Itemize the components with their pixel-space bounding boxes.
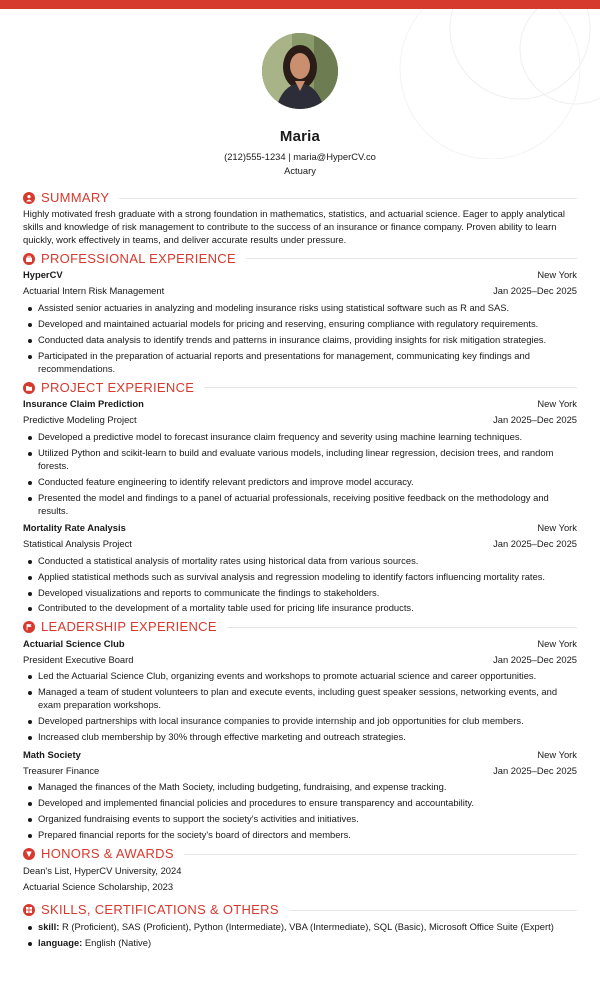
- bullet-item: Managed a team of student volunteers to plan and execute events, including guest speaker sessions, networking events, and exam preparation workshops.: [23, 686, 577, 712]
- entry-location: New York: [537, 398, 577, 410]
- entry-org: HyperCV: [23, 269, 63, 281]
- bullet-item: Developed visualizations and reports to communicate the findings to stakeholders.: [23, 587, 577, 600]
- bullet-item: Organized fundraising events to support the society's activities and initiatives.: [23, 813, 577, 826]
- award-icon: [23, 848, 35, 860]
- entry-bullets: [23, 781, 577, 842]
- summary-heading: [23, 189, 577, 207]
- entry-bullets: [23, 431, 577, 518]
- skills-heading: [23, 901, 577, 919]
- section-title: PROFESSIONAL EXPERIENCE: [41, 250, 236, 266]
- entry-bullets: [23, 555, 577, 616]
- section-title: LEADERSHIP EXPERIENCE: [41, 619, 217, 635]
- entry-dates: Jan 2025–Dec 2025: [493, 414, 577, 426]
- profile-photo: [262, 33, 338, 109]
- honor-item: Actuarial Science Scholarship, 2023: [23, 881, 174, 893]
- section-title: SUMMARY: [41, 190, 110, 206]
- grid-icon: [23, 904, 35, 916]
- bullet-item: Utilized Python and scikit-learn to build and evaluate various models, including linear regression, decision trees, and random forests.: [23, 447, 577, 473]
- bullet-item: Conducted a statistical analysis of mortality rates using historical data from various sources.: [23, 555, 577, 568]
- leadership-entry: [23, 636, 577, 744]
- bullet-item: Conducted feature engineering to identify relevant predictors and improve model accuracy.: [23, 476, 577, 489]
- bullet-item: Prepared financial reports for the society's board of directors and members.: [23, 829, 577, 842]
- entry-dates: Jan 2025–Dec 2025: [493, 285, 577, 297]
- entry-location: New York: [537, 269, 577, 281]
- bullet-item: Participated in the preparation of actuarial reports and presentations for management, communicating key findings and recommendations.: [23, 350, 577, 376]
- entry-role: President Executive Board: [23, 653, 134, 665]
- flag-icon: [23, 621, 35, 633]
- skill-value: English (Native): [84, 937, 152, 949]
- skill-value: R (Proficient), SAS (Proficient), Python (Intermediate), VBA (Intermediate), SQL (Basic), Microsoft Office Suite (Expert): [61, 921, 554, 933]
- project-heading: [23, 379, 577, 397]
- bullet-item: Contributed to the development of a mortality table used for pricing life insurance products.: [23, 602, 577, 615]
- section-divider: [246, 258, 577, 259]
- entry-role: Actuarial Intern Risk Management: [23, 285, 165, 297]
- skill-label: language:: [38, 937, 83, 949]
- entry-role: Treasurer Finance: [23, 764, 100, 776]
- honors-heading: [23, 845, 577, 863]
- bullet-item: Developed and maintained actuarial models for pricing and reserving, ensuring compliance with regulatory requirements.: [23, 318, 577, 331]
- leadership-heading: [23, 618, 577, 636]
- entry-role: Statistical Analysis Project: [23, 538, 132, 550]
- entry-location: New York: [537, 748, 577, 760]
- entry-org: Math Society: [23, 748, 81, 760]
- project-entry: [23, 521, 577, 616]
- section-divider: [119, 198, 577, 199]
- section-title: HONORS & AWARDS: [41, 846, 174, 862]
- section-divider: [184, 854, 577, 855]
- professional-heading: [23, 250, 577, 268]
- leadership-entry: [23, 747, 577, 842]
- candidate-name: Maria: [279, 128, 321, 145]
- bullet-item: Conducted data analysis to identify trends and patterns in insurance claims, providing insights for risk mitigation strategies.: [23, 334, 577, 347]
- section-divider: [204, 387, 577, 388]
- entry-bullets: [23, 670, 577, 744]
- briefcase-icon: [23, 253, 35, 265]
- top-accent-bar: [0, 0, 600, 9]
- section-divider: [289, 910, 577, 911]
- bullet-item: Increased club membership by 30% through effective marketing and outreach strategies.: [23, 731, 577, 744]
- bullet-item: Developed partnerships with local insurance companies to provide internship and job opportunities for club members.: [23, 715, 577, 728]
- section-divider: [227, 627, 577, 628]
- skill-item: [23, 921, 577, 934]
- entry-org: Mortality Rate Analysis: [23, 522, 126, 534]
- section-title: SKILLS, CERTIFICATIONS & OTHERS: [41, 902, 279, 918]
- entry-dates: Jan 2025–Dec 2025: [493, 653, 577, 665]
- entry-org: Insurance Claim Prediction: [23, 398, 144, 410]
- skills-list: [23, 921, 577, 950]
- skill-label: skill:: [38, 921, 60, 933]
- resume-body: [23, 187, 577, 953]
- person-icon: [23, 192, 35, 204]
- experience-entry: [23, 268, 577, 376]
- entry-location: New York: [537, 637, 577, 649]
- bullet-item: Applied statistical methods such as survival analysis and regression modeling to identify factors influencing mortality rates.: [23, 571, 577, 584]
- entry-location: New York: [537, 522, 577, 534]
- bullet-item: Developed and implemented financial policies and procedures to ensure transparency and accountability.: [23, 797, 577, 810]
- bullet-item: Developed a predictive model to forecast insurance claim frequency and severity using machine learning techniques.: [23, 431, 577, 444]
- entry-dates: Jan 2025–Dec 2025: [493, 538, 577, 550]
- bullet-item: Managed the finances of the Math Society, including budgeting, fundraising, and expense tracking.: [23, 781, 577, 794]
- skill-item: [23, 937, 577, 950]
- entry-bullets: [23, 302, 577, 376]
- section-title: PROJECT EXPERIENCE: [41, 379, 195, 395]
- project-entry: [23, 397, 577, 518]
- summary-text: Highly motivated fresh graduate with a strong foundation in mathematics, statistics, and actuarial science. Eager to apply analytical skills and knowledge of risk management to contribute to the success of an insurance or finance company. Proven ability to learn quickly, work effectively in teams, and deliver accurate results under pressure.: [23, 208, 565, 245]
- bullet-item: Presented the model and findings to a panel of actuarial professionals, receiving positive feedback on the methodology and results.: [23, 492, 577, 518]
- honor-item: Dean's List, HyperCV University, 2024: [23, 865, 182, 877]
- bullet-item: Led the Actuarial Science Club, organizing events and workshops to promote actuarial science and career opportunities.: [23, 670, 577, 683]
- folder-icon: [23, 382, 35, 394]
- entry-role: Predictive Modeling Project: [23, 414, 137, 426]
- entry-dates: Jan 2025–Dec 2025: [493, 764, 577, 776]
- entry-org: Actuarial Science Club: [23, 637, 125, 649]
- contact-line: (212)555-1234 | maria@HyperCV.co: [224, 151, 376, 162]
- bullet-item: Assisted senior actuaries in analyzing and modeling insurance risks using statistical software such as R and SAS.: [23, 302, 577, 315]
- job-title: Actuary: [284, 165, 316, 176]
